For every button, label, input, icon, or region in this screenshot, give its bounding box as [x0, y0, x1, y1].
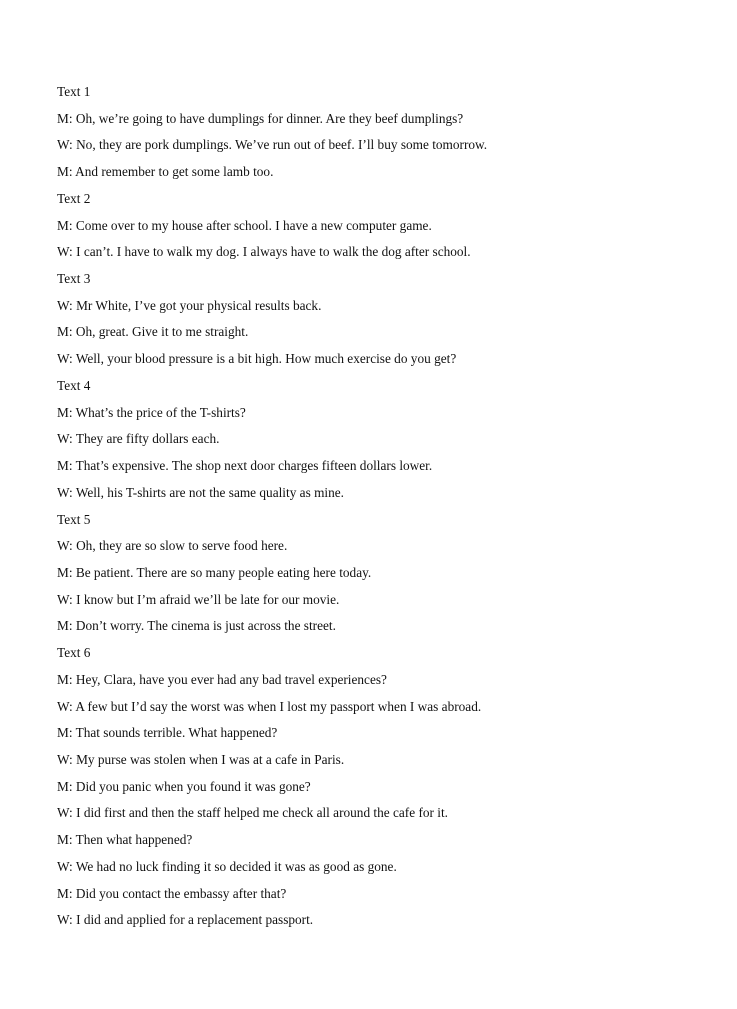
- dialogue-line: M: And remember to get some lamb too.: [57, 164, 274, 180]
- dialogue-line: W: Well, his T-shirts are not the same quality as mine.: [57, 484, 344, 500]
- dialogue-line: M: That sounds terrible. What happened?: [57, 725, 278, 741]
- dialogue-line: M: Oh, great. Give it to me straight.: [57, 324, 249, 340]
- dialogue-line: M: Hey, Clara, have you ever had any bad travel experiences?: [57, 671, 387, 687]
- dialogue-line: W: My purse was stolen when I was at a cafe in Paris.: [57, 751, 345, 767]
- dialogue-line: W: Mr White, I’ve got your physical results back.: [57, 297, 322, 313]
- dialogue-line: M: Did you panic when you found it was gone?: [57, 778, 311, 794]
- dialogue-line: W: I can’t. I have to walk my dog. I always have to walk the dog after school.: [57, 244, 471, 260]
- dialogue-line: W: A few but I’d say the worst was when I lost my passport when I was abroad.: [57, 698, 482, 714]
- dialogue-line: M: Did you contact the embassy after that?: [57, 885, 287, 901]
- section-heading-text-4: Text 4: [57, 377, 91, 393]
- dialogue-line: M: What’s the price of the T-shirts?: [57, 404, 246, 420]
- dialogue-line: W: Oh, they are so slow to serve food here.: [57, 538, 288, 554]
- section-heading-text-5: Text 5: [57, 511, 91, 527]
- dialogue-line: W: I did first and then the staff helped me check all around the cafe for it.: [57, 805, 448, 821]
- dialogue-line: M: Oh, we’re going to have dumplings for dinner. Are they beef dumplings?: [57, 110, 464, 126]
- dialogue-line: M: Don’t worry. The cinema is just across the street.: [57, 618, 336, 634]
- dialogue-line: W: They are fifty dollars each.: [57, 431, 220, 447]
- dialogue-line: W: I did and applied for a replacement passport.: [57, 912, 314, 928]
- dialogue-line: M: Come over to my house after school. I have a new computer game.: [57, 217, 432, 233]
- dialogue-line: M: That’s expensive. The shop next door charges fifteen dollars lower.: [57, 458, 433, 474]
- dialogue-line: W: I know but I’m afraid we’ll be late for our movie.: [57, 591, 340, 607]
- dialogue-line: W: We had no luck finding it so decided it was as good as gone.: [57, 858, 397, 874]
- dialogue-line: M: Be patient. There are so many people eating here today.: [57, 564, 372, 580]
- dialogue-line: W: Well, your blood pressure is a bit high. How much exercise do you get?: [57, 351, 457, 367]
- dialogue-line: W: No, they are pork dumplings. We’ve run out of beef. I’ll buy some tomorrow.: [57, 137, 488, 153]
- section-heading-text-3: Text 3: [57, 271, 91, 287]
- section-heading-text-1: Text 1: [57, 84, 91, 99]
- transcript-lines: [57, 79, 697, 934]
- section-heading-text-6: Text 6: [57, 645, 91, 661]
- section-heading-text-2: Text 2: [57, 190, 91, 206]
- dialogue-line: M: Then what happened?: [57, 832, 193, 848]
